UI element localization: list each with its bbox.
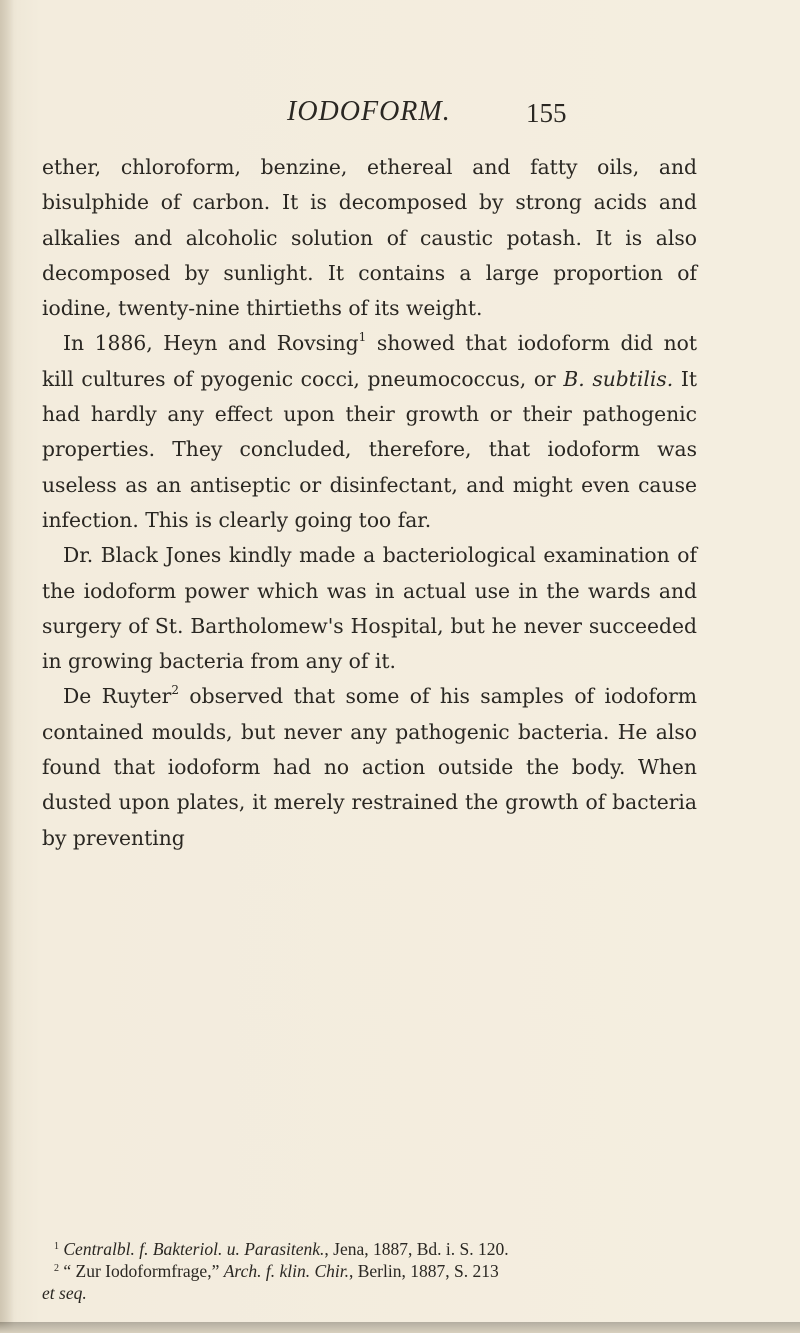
footnote-1-journal: Centralbl. f. Bakteriol. u. Parasitenk. [63,1239,325,1259]
footnote-ref-1: 1 [358,330,367,345]
paragraph-2-rest: It had hardly any effect upon their growth or their pathogenic properties. They concluded, therefore, that iodoform was useless as an antiseptic or disinfectant, and might even cause infection. This is clearly going too far. [42,366,698,532]
running-head [0,96,800,136]
paragraph-4-rest: observed that some of his samples of iodoform contained moulds, but never any pathogenic bacteria. He also found that iodoform had no action outside the body. When dusted upon plates, it merely restrained the growth of bacteria by preventing [42,684,698,850]
body-text [42,150,697,856]
page-bottom-edge [0,1322,800,1333]
footnote-2-mark: 2 [54,1263,59,1274]
footnote-ref-2: 2 [171,683,179,698]
footnote-2-continuation [42,1282,702,1304]
paragraph-2-middle: showed that iodoform did not kill cultures of pyogenic cocci, pneumococcus, or [42,331,697,391]
footnote-2-journal: Arch. f. klin. Chir. [223,1261,349,1281]
paragraph-2-lead: In 1886, Heyn and Rovsing [63,331,359,356]
paragraph-1: ether, chloroform, benzine, ethereal and fatty oils, and bisulphide of carbon. It is decomposed by strong acids and alkalies and alcoholic solution of caustic potash. It is also decomposed by sunlight. It contains a large proportion of iodine, twenty-nine thirtieths of its weight. [42,155,697,321]
paragraph-4 [42,679,697,855]
paragraph-4-lead: De Ruyter [63,684,172,709]
footnote-2-details: , Berlin, 1887, S. 213 [348,1261,499,1281]
footnote-2-title: “ Zur Iodoformfrage,” [59,1261,224,1281]
paragraph-3: Dr. Black Jones kindly made a bacteriological examination of the iodoform power which was in actual use in the wards and surgery of St. Bartholomew's Hospital, but he never succeeded in growing bacteria from any of it. [42,543,697,674]
footnote-2 [42,1260,702,1282]
species-name: B. subtilis. [563,366,674,391]
footnote-1-details: , Jena, 1887, Bd. i. S. 120. [324,1239,509,1259]
page-number: 155 [526,98,567,128]
footnote-1-mark: 1 [54,1241,59,1252]
paragraph-2 [42,326,697,538]
gutter-shadow [0,0,14,1333]
footnote-2-et-seq: et seq. [42,1283,87,1303]
footnote-1 [42,1238,702,1260]
running-title: IODOFORM. [287,96,451,127]
footnotes [42,1238,702,1304]
